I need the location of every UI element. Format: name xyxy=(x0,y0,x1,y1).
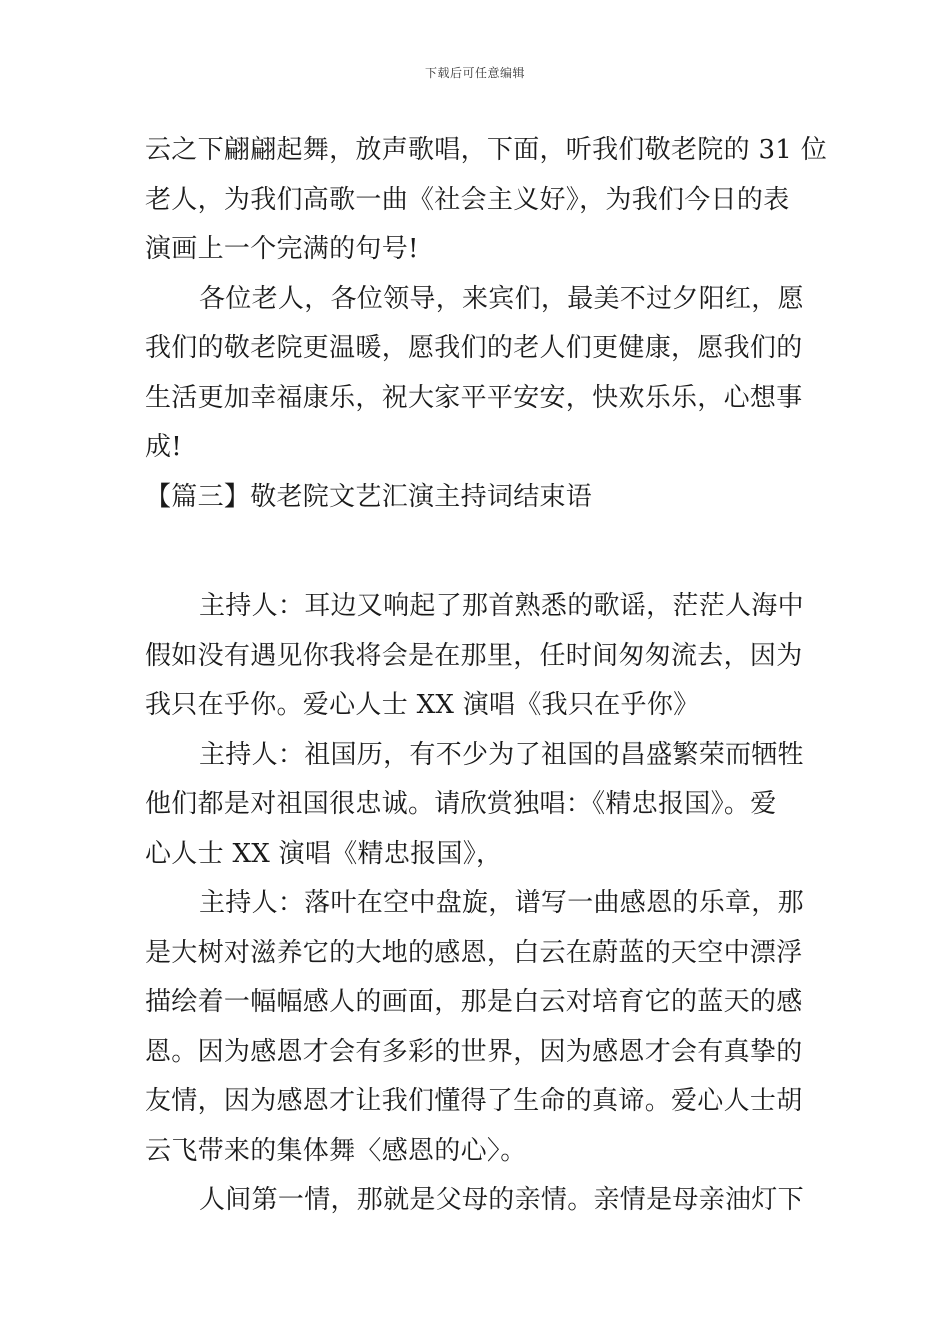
text-line: 演画上一个完满的句号! xyxy=(145,234,419,264)
text-line: 成! xyxy=(145,432,183,462)
text-line: 他们都是对祖国很忠诚。请欣赏独唱：《精忠报国》。爱 xyxy=(145,789,777,819)
text-line: 我只在乎你。爱心人士 XX 演唱《我只在乎你》 xyxy=(145,690,700,720)
text-line: 描绘着一幅幅感人的画面，那是白云对培育它的蓝天的感 xyxy=(145,987,803,1017)
text-line: 老人，为我们高歌一曲《社会主义好》，为我们今日的表 xyxy=(145,184,790,215)
paragraph xyxy=(145,126,828,275)
text-line: 主持人：耳边又响起了那首熟悉的歌谣，茫茫人海中 xyxy=(199,591,804,621)
text-line: 主持人：落叶在空中盘旋，谱写一曲感恩的乐章，那 xyxy=(199,888,804,918)
text-line: 主持人：祖国历，有不少为了祖国的昌盛繁荣而牺牲 xyxy=(199,739,804,770)
page-header: 下载后可任意编辑 xyxy=(424,66,525,80)
text-line: 假如没有遇见你我将会是在那里，任时间匆匆流去，因为 xyxy=(145,640,803,671)
text-line: 云之下翩翩起舞，放声歌唱，下面，听我们敬老院的 31 位 xyxy=(145,135,828,165)
paragraph xyxy=(145,879,807,1176)
blank-space xyxy=(145,522,807,582)
paragraph xyxy=(145,1176,807,1226)
paragraph xyxy=(145,275,807,473)
text-line: 我们的敬老院更温暖，愿我们的老人们更健康，愿我们的 xyxy=(145,333,803,363)
text-line: 生活更加幸福康乐，祝大家平平安安，快欢乐乐，心想事 xyxy=(145,382,803,413)
text-line: 各位老人，各位领导，来宾们，最美不过夕阳红，愿 xyxy=(199,283,804,314)
section-heading: 【篇三】敬老院文艺汇演主持词结束语 xyxy=(145,481,593,512)
paragraph xyxy=(145,731,807,880)
document-body xyxy=(145,126,828,1226)
text-line: 恩。因为感恩才会有多彩的世界，因为感恩才会有真挚的 xyxy=(145,1036,803,1067)
text-line: 人间第一情，那就是父母的亲情。亲情是母亲油灯下 xyxy=(199,1185,804,1215)
paragraph xyxy=(145,582,807,731)
text-line: 云飞带来的集体舞〈感恩的心〉。 xyxy=(145,1135,527,1166)
text-line: 是大树对滋养它的大地的感恩，白云在蔚蓝的天空中漂浮 xyxy=(145,937,803,968)
text-line: 心人士 XX 演唱《精忠报国》， xyxy=(145,838,503,869)
text-line: 友情，因为感恩才让我们懂得了生命的真谛。爱心人士胡 xyxy=(145,1086,803,1116)
